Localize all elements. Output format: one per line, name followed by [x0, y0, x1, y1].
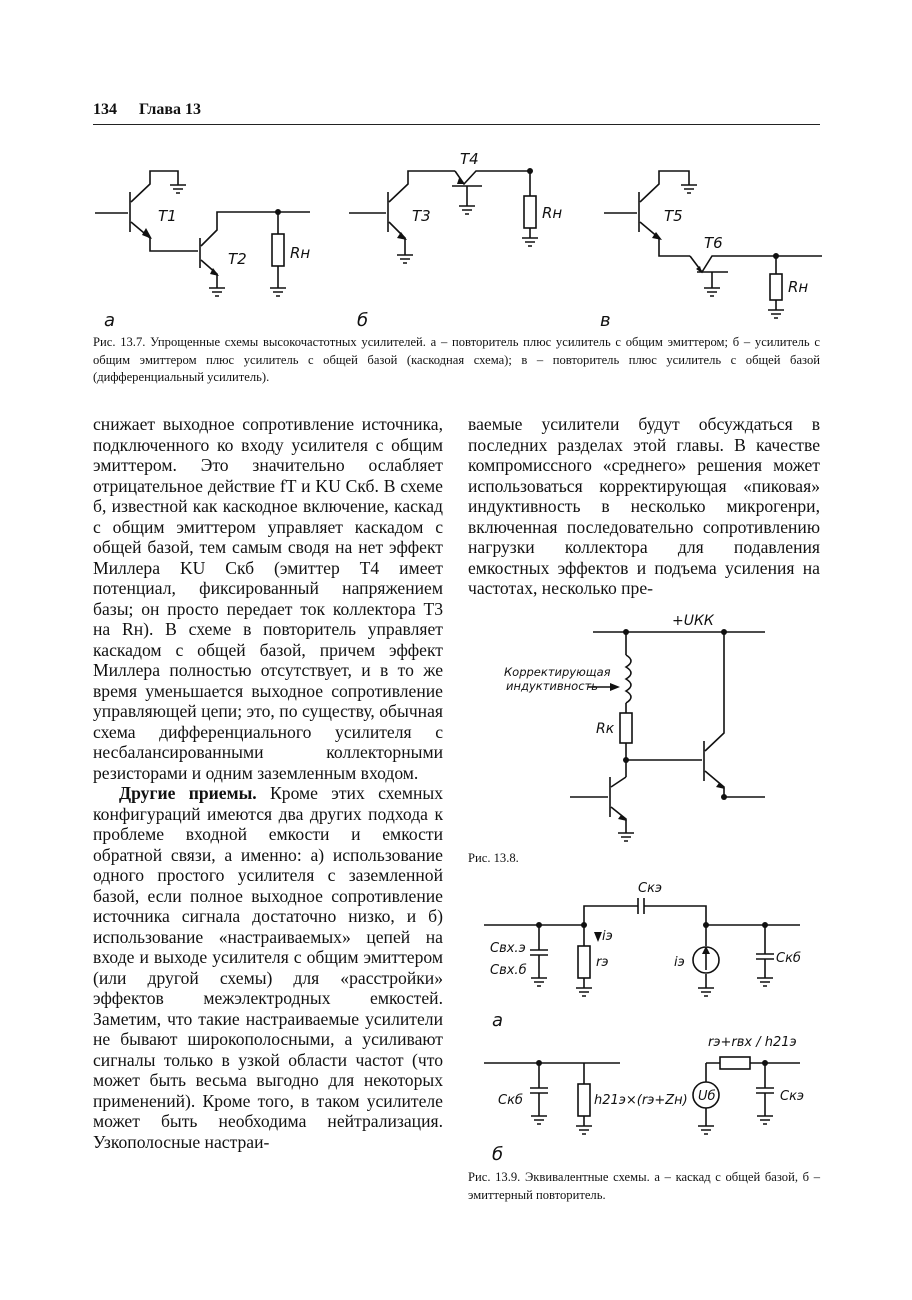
- left-column: [93, 414, 443, 1152]
- label-rn-v: Rн: [788, 278, 809, 296]
- running-header: [93, 101, 201, 119]
- chapter-title: Глава 13: [139, 101, 201, 118]
- label-re: rэ: [596, 955, 609, 970]
- label-t3: T3: [412, 207, 431, 225]
- label-cvx-b: Cвх.б: [490, 963, 527, 978]
- figure-13-7-caption: Рис. 13.7. Упрощенные схемы высокочастотных усилителей. а – повторитель плюс усилитель с общим эмиттером; б – усилитель с общим эмиттером плюс усилитель с общей базой (каскодная схема); в – повторитель плюс усилитель с общей базой (дифференциальный усилитель).: [93, 335, 820, 384]
- figure-13-9-caption: Рис. 13.9. Эквивалентные схемы. а – каскад с общей базой, б – эмиттерный повторитель.: [468, 1170, 820, 1202]
- right-paragraph-1: ваемые усилители будут обсуждаться в последних разделах этой главы. В качестве компромиссного «среднего» решения может использоваться корректирующая «пиковая» индуктивность в несколько микрогенри, включенная последовательно сопротивлению нагрузки коллектора для подавления емкостных эффектов и подъема усиления на частотах, несколько пре-: [468, 414, 820, 598]
- label-inductance-1: Корректирующая: [504, 665, 611, 679]
- subfig-v: в: [600, 310, 611, 331]
- label-t5: T5: [664, 207, 683, 225]
- section-heading-other-methods: Другие приемы.: [119, 783, 257, 803]
- figure-13-9: [460, 880, 830, 1180]
- label-ckb-b: Cкб: [498, 1093, 523, 1108]
- label-ie-top: iэ: [602, 929, 613, 944]
- label-t1: T1: [158, 207, 177, 225]
- left-paragraph-2: Кроме этих схемных конфигураций имеются два других подхода к проблеме входной емкости и емкости обратной связи, а именно: а) использование одного простого усилителя с заземленной базой, если полное выходное сопротивление источника сигнала достаточно низко, и б) использование «настраиваемых» цепей на входе и выходе усилителя с общим эмиттером (или другой схемы) для «расстройки» эффектов межэлектродных емкостей. Заметим, что такие настраиваемые усилители не бывают широкополосными, а усиливают сигналы только в узкой области частот (что может быть весьма выгодно для некоторых применений). Кроме того, в таком усилителе может быть необходима нейтрализация. Узкополосные настраи-: [93, 783, 444, 1152]
- label-cvx-e: Cвх.э: [490, 941, 526, 956]
- label-cke-b: Cкэ: [780, 1089, 805, 1104]
- figure-13-7: [0, 140, 912, 340]
- label-rn-a: Rн: [290, 244, 311, 262]
- label-t6: T6: [704, 234, 723, 252]
- label-t2: T2: [228, 250, 247, 268]
- label-t4: T4: [460, 150, 479, 168]
- label-formula: h21э×(rэ+Zн): [594, 1093, 688, 1108]
- subfig-13-9-a: а: [492, 1010, 504, 1031]
- label-inductance-2: индуктивность: [506, 679, 598, 693]
- label-ckb-a: Cкб: [776, 951, 801, 966]
- label-vcc: +UКК: [672, 613, 714, 629]
- figure-13-8: [460, 605, 830, 845]
- label-top-formula: rэ+rвх / h21э: [708, 1035, 797, 1050]
- label-rk: Rк: [596, 721, 615, 737]
- label-rn-b: Rн: [542, 204, 563, 222]
- label-ie-source: iэ: [674, 955, 685, 970]
- subfig-13-9-b: б: [492, 1144, 504, 1165]
- right-column: [468, 414, 820, 599]
- header-rule: [93, 124, 820, 125]
- label-ub: Uб: [698, 1089, 716, 1104]
- figure-13-8-caption: Рис. 13.8.: [468, 851, 519, 865]
- subfig-a: а: [104, 310, 116, 331]
- subfig-b: б: [357, 310, 369, 331]
- page-number: 134: [93, 101, 117, 118]
- label-cke-a: Cкэ: [638, 881, 663, 896]
- left-paragraph-1: снижает выходное сопротивление источника, подключенного ко входу усилителя с общим эмиттером. Это значительно ослабляет отрицательное действие fT и KU Cкб. В схеме б, известной как каскодное включение, каскад с общим эмиттером управляет каскадом с общей базой, тем самым сводя на нет эффект Миллера KU Cкб (эмиттер T4 имеет потенциал, фиксированный напряжением базы; он просто передает ток коллектора T3 на Rн). В схеме в повторитель управляет каскадом с общей базой, причем эффект Миллера полностью отсутствует, и в то же время уменьшается выходное сопротивление управляющей цепи; это, по существу, обычная схема дифференциального усилителя с несбалансированными коллекторными резисторами и одним заземленным входом.: [93, 414, 443, 783]
